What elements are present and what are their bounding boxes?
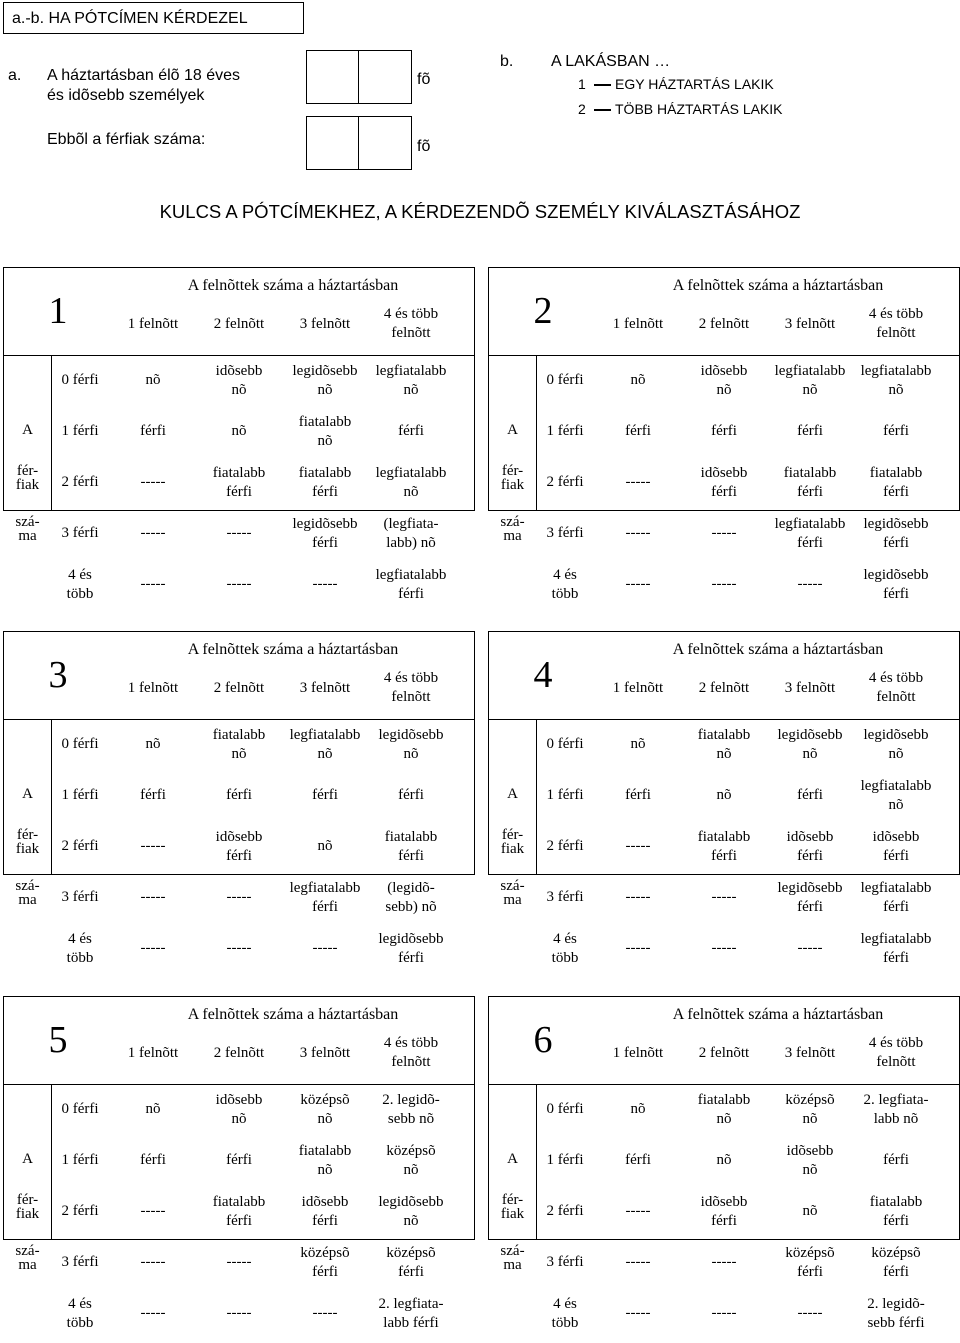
selected-person-cell: férfi [140, 1152, 166, 1168]
adult-count-heading: 1 felnõtt [127, 1045, 179, 1061]
selected-person-cell: legfiatalabb férfi [375, 566, 447, 602]
men-count-row-label: 4 és több [66, 566, 94, 602]
selected-person-cell: ----- [711, 525, 737, 541]
men-count-row-label: 1 férfi [546, 423, 584, 439]
adult-count-heading: 4 és több felnõtt [868, 306, 924, 341]
adult-count-heading: 4 és több felnõtt [383, 670, 439, 705]
key-table-4 [488, 631, 960, 966]
header-divider [4, 1084, 474, 1085]
selected-person-cell: 2. legfiata- labb férfi [378, 1295, 444, 1331]
selected-person-cell: ----- [711, 1305, 737, 1321]
men-count-row-label: 1 férfi [61, 423, 99, 439]
adults-unit: fõ [417, 71, 431, 88]
men-count-row-label: 1 férfi [546, 1152, 584, 1168]
key-table-3 [3, 631, 475, 966]
men-count-row-label: 2 férfi [61, 838, 99, 854]
selected-person-cell: férfi [398, 787, 424, 803]
side-label: fér- [16, 827, 39, 843]
selected-person-cell: legidõsebb nõ [863, 726, 929, 762]
selected-person-cell: férfi [797, 787, 823, 803]
selected-person-cell: idõsebb férfi [215, 828, 263, 864]
option-2-text: TÖBB HÁZTARTÁS LAKIK [615, 101, 783, 117]
key-number: 1 [48, 290, 68, 332]
household-adults-title: A felnõttek száma a háztartásban [672, 641, 884, 658]
side-label: ma [503, 1257, 522, 1273]
adult-count-heading: 4 és több felnõtt [868, 670, 924, 705]
selected-person-cell: fiatalabb férfi [697, 828, 751, 864]
selected-person-cell: ----- [711, 576, 737, 592]
adult-count-heading: 3 felnõtt [784, 1045, 836, 1061]
selected-person-cell: legfiatalabb nõ [860, 362, 932, 398]
key-title: KULCS A PÓTCÍMEKHEZ, A KÉRDEZENDÕ SZEMÉLY KIVÁLASZTÁSÁHOZ [159, 201, 801, 222]
selected-person-cell: fiatalabb férfi [869, 464, 923, 500]
men-count-row-label: 1 férfi [546, 787, 584, 803]
adults-count-digit-2[interactable] [359, 51, 411, 103]
selected-person-cell: férfi [625, 787, 651, 803]
men-count-row-label: 3 férfi [61, 525, 99, 541]
selected-person-cell: fiatalabb nõ [697, 726, 751, 762]
selected-person-cell: ----- [797, 940, 823, 956]
selected-person-cell: ----- [312, 940, 338, 956]
men-count-row-label: 2 férfi [61, 1203, 99, 1219]
selected-person-cell: ----- [625, 1254, 651, 1270]
selected-person-cell: középsõ nõ [785, 1091, 835, 1127]
side-label: szá- [500, 514, 525, 530]
adult-count-heading: 3 felnõtt [299, 316, 351, 332]
selected-person-cell: ----- [140, 1203, 166, 1219]
selected-person-cell: fiatalabb férfi [783, 464, 837, 500]
selected-person-cell: legfiatalabb férfi [860, 930, 932, 966]
selected-person-cell: középsõ nõ [300, 1091, 350, 1127]
selected-person-cell: nõ [802, 1203, 818, 1219]
household-adults-title: A felnõttek száma a háztartásban [672, 1006, 884, 1023]
selected-person-cell: férfi [797, 423, 823, 439]
side-label: A [22, 422, 33, 438]
men-count-row-label: 3 férfi [546, 525, 584, 541]
selected-person-cell: idõsebb nõ [786, 1142, 834, 1178]
side-label: fér- [501, 827, 524, 843]
selected-person-cell: legfiatalabb férfi [289, 879, 361, 915]
side-label: A [507, 422, 518, 438]
selected-person-cell: fiatalabb férfi [384, 828, 438, 864]
option-1-dash [594, 84, 611, 86]
selected-person-cell: idõsebb férfi [786, 828, 834, 864]
men-count-row-label: 4 és több [551, 1295, 579, 1331]
adult-count-heading: 1 felnõtt [612, 680, 664, 696]
adult-count-heading: 2 felnõtt [698, 316, 750, 332]
selected-person-cell: ----- [625, 940, 651, 956]
side-label: ma [503, 892, 522, 908]
men-count-row-label: 3 férfi [61, 1254, 99, 1270]
selected-person-cell: nõ [716, 787, 732, 803]
selected-person-cell: legfiatalabb nõ [774, 362, 846, 398]
adult-count-heading: 2 felnõtt [213, 316, 265, 332]
selected-person-cell: idõsebb férfi [700, 464, 748, 500]
selected-person-cell: középsõ férfi [386, 1244, 436, 1280]
selected-person-cell: ----- [797, 1305, 823, 1321]
selected-person-cell: fiatalabb nõ [298, 1142, 352, 1178]
selected-person-cell: legidõsebb férfi [863, 566, 929, 602]
side-label: fér- [501, 1192, 524, 1208]
men-count-row-label: 3 férfi [61, 889, 99, 905]
selected-person-cell: fiatalabb férfi [869, 1193, 923, 1229]
men-count-row-label: 0 férfi [61, 1101, 99, 1117]
selected-person-cell: ----- [797, 576, 823, 592]
men-count-row-label: 1 férfi [61, 1152, 99, 1168]
adult-count-heading: 1 felnõtt [127, 316, 179, 332]
men-count-row-label: 0 férfi [546, 372, 584, 388]
selected-person-cell: ----- [226, 889, 252, 905]
selected-person-cell: férfi [312, 787, 338, 803]
selected-person-cell: legidõsebb nõ [378, 1193, 444, 1229]
selected-person-cell: ----- [140, 1305, 166, 1321]
men-count-row-label: 2 férfi [546, 838, 584, 854]
side-label: fér- [501, 463, 524, 479]
selected-person-cell: ----- [312, 576, 338, 592]
side-label: A [22, 1151, 33, 1167]
selected-person-cell: legidõsebb férfi [777, 879, 843, 915]
side-label: szá- [15, 514, 40, 530]
selected-person-cell: férfi [883, 423, 909, 439]
selected-person-cell: férfi [625, 1152, 651, 1168]
side-label: fiak [15, 1206, 40, 1222]
selected-person-cell: ----- [312, 1305, 338, 1321]
men-unit: fõ [417, 138, 431, 155]
key-table-2 [488, 267, 960, 602]
selected-person-cell: nõ [145, 1101, 161, 1117]
selected-person-cell: idõsebb férfi [872, 828, 920, 864]
selected-person-cell: ----- [140, 838, 166, 854]
selected-person-cell: középsõ férfi [871, 1244, 921, 1280]
selected-person-cell: idõsebb nõ [215, 362, 263, 398]
option-1-text: EGY HÁZTARTÁS LAKIK [615, 76, 774, 92]
household-adults-title: A felnõttek száma a háztartásban [187, 277, 399, 294]
header-divider [4, 719, 474, 720]
selected-person-cell: legidõsebb férfi [863, 515, 929, 551]
men-count-digit-2[interactable] [359, 117, 411, 169]
men-count-digit-1[interactable] [307, 117, 359, 169]
selected-person-cell: legfiatalabb férfi [774, 515, 846, 551]
header-divider [489, 355, 959, 356]
selected-person-cell: idõsebb nõ [215, 1091, 263, 1127]
selected-person-cell: ----- [140, 1254, 166, 1270]
question-a-line2: és idõsebb személyek [47, 87, 205, 104]
selected-person-cell: férfi [226, 787, 252, 803]
side-label: szá- [15, 1243, 40, 1259]
question-a-marker: a. [8, 67, 22, 84]
selected-person-cell: 2. legfiata- labb nõ [863, 1091, 929, 1127]
adult-count-heading: 2 felnõtt [213, 1045, 265, 1061]
men-count-row-label: 3 férfi [546, 889, 584, 905]
selected-person-cell: ----- [226, 525, 252, 541]
men-count-row-label: 1 férfi [61, 787, 99, 803]
selected-person-cell: ----- [226, 576, 252, 592]
adult-count-heading: 4 és több felnõtt [383, 1035, 439, 1070]
option-1-number: 1 [578, 76, 586, 92]
selected-person-cell: ----- [140, 889, 166, 905]
selected-person-cell: ----- [625, 889, 651, 905]
selected-person-cell: férfi [711, 423, 737, 439]
adult-count-heading: 3 felnõtt [299, 680, 351, 696]
side-label: fiak [500, 477, 525, 493]
men-count-row-label: 4 és több [66, 930, 94, 966]
selected-person-cell: ----- [711, 889, 737, 905]
question-a-line1: A háztartásban élõ 18 éves [47, 67, 241, 84]
men-count-row-label: 4 és több [66, 1295, 94, 1331]
selected-person-cell: legidõsebb nõ [378, 726, 444, 762]
selected-person-cell: idõsebb férfi [301, 1193, 349, 1229]
side-label: szá- [500, 1243, 525, 1259]
key-table-1 [3, 267, 475, 602]
men-count-row-label: 0 férfi [61, 372, 99, 388]
side-label: fiak [500, 841, 525, 857]
side-label: fiak [15, 477, 40, 493]
side-label: A [22, 786, 33, 802]
question-b-title: A LAKÁSBAN … [551, 53, 671, 70]
key-number: 4 [533, 654, 553, 696]
household-adults-title: A felnõttek száma a háztartásban [187, 641, 399, 658]
selected-person-cell: ----- [226, 1305, 252, 1321]
selected-person-cell: ----- [140, 940, 166, 956]
adult-count-heading: 2 felnõtt [698, 680, 750, 696]
selected-person-cell: férfi [140, 423, 166, 439]
selected-person-cell: legfiatalabb nõ [375, 464, 447, 500]
selected-person-cell: fiatalabb nõ [697, 1091, 751, 1127]
side-label: ma [18, 1257, 37, 1273]
selected-person-cell: fiatalabb férfi [212, 464, 266, 500]
selected-person-cell: nõ [145, 736, 161, 752]
selected-person-cell: legidõsebb nõ [292, 362, 358, 398]
men-count-row-label: 0 férfi [546, 1101, 584, 1117]
selected-person-cell: nõ [630, 736, 646, 752]
selected-person-cell: középsõ nõ [386, 1142, 436, 1178]
selected-person-cell: ----- [625, 474, 651, 490]
selected-person-cell: (legfiata- labb) nõ [383, 515, 439, 551]
key-number: 5 [48, 1019, 68, 1061]
adult-count-heading: 1 felnõtt [612, 1045, 664, 1061]
selected-person-cell: nõ [145, 372, 161, 388]
selected-person-cell: legidõsebb férfi [378, 930, 444, 966]
selected-person-cell: ----- [625, 525, 651, 541]
adult-count-heading: 1 felnõtt [127, 680, 179, 696]
question-b-marker: b. [500, 53, 514, 70]
selected-person-cell: ----- [625, 1305, 651, 1321]
selected-person-cell: ----- [711, 940, 737, 956]
key-table-6 [488, 996, 960, 1331]
household-adults-title: A felnõttek száma a háztartásban [187, 1006, 399, 1023]
selected-person-cell: 2. legidõ- sebb nõ [382, 1091, 440, 1127]
selected-person-cell: ----- [625, 576, 651, 592]
selected-person-cell: férfi [226, 1152, 252, 1168]
selected-person-cell: férfi [140, 787, 166, 803]
selected-person-cell: középsõ férfi [785, 1244, 835, 1280]
selected-person-cell: (legidõ- sebb) nõ [385, 879, 437, 915]
household-adults-title: A felnõttek száma a háztartásban [672, 277, 884, 294]
adult-count-heading: 2 felnõtt [213, 680, 265, 696]
men-count-row-label: 0 férfi [546, 736, 584, 752]
selected-person-cell: legidõsebb férfi [292, 515, 358, 551]
key-number: 6 [533, 1019, 553, 1061]
selected-person-cell: 2. legidõ- sebb férfi [867, 1295, 925, 1331]
side-label: fér- [16, 463, 39, 479]
selected-person-cell: legfiatalabb nõ [375, 362, 447, 398]
selected-person-cell: idõsebb férfi [700, 1193, 748, 1229]
selected-person-cell: nõ [716, 1152, 732, 1168]
selected-person-cell: férfi [398, 423, 424, 439]
adult-count-heading: 3 felnõtt [784, 680, 836, 696]
adults-count-digit-1[interactable] [307, 51, 359, 103]
selected-person-cell: nõ [231, 423, 247, 439]
selected-person-cell: nõ [317, 838, 333, 854]
men-count-row-label: 4 és több [551, 930, 579, 966]
selected-person-cell: fiatalabb nõ [212, 726, 266, 762]
selected-person-cell: ----- [140, 525, 166, 541]
men-count-row-label: 4 és több [551, 566, 579, 602]
selected-person-cell: férfi [883, 1152, 909, 1168]
option-2-dash [594, 109, 611, 111]
adult-count-heading: 1 felnõtt [612, 316, 664, 332]
side-label: ma [503, 528, 522, 544]
key-table-5 [3, 996, 475, 1331]
side-label: fér- [16, 1192, 39, 1208]
side-label: ma [18, 528, 37, 544]
adult-count-heading: 4 és több felnõtt [868, 1035, 924, 1070]
side-label: ma [18, 892, 37, 908]
men-count-label: Ebbõl a férfiak száma: [47, 131, 206, 148]
selected-person-cell: férfi [625, 423, 651, 439]
men-count-row-label: 3 férfi [546, 1254, 584, 1270]
selected-person-cell: fiatalabb férfi [212, 1193, 266, 1229]
header-divider [489, 719, 959, 720]
selected-person-cell: középsõ férfi [300, 1244, 350, 1280]
men-count-field[interactable] [306, 116, 412, 170]
selected-person-cell: legfiatalabb férfi [860, 879, 932, 915]
selected-person-cell: ----- [226, 1254, 252, 1270]
key-number: 2 [533, 290, 553, 332]
key-number: 3 [48, 654, 68, 696]
selected-person-cell: ----- [625, 1203, 651, 1219]
selected-person-cell: ----- [625, 838, 651, 854]
men-count-row-label: 2 férfi [546, 1203, 584, 1219]
side-label: A [507, 1151, 518, 1167]
selected-person-cell: idõsebb nõ [700, 362, 748, 398]
selected-person-cell: ----- [711, 1254, 737, 1270]
option-2-number: 2 [578, 101, 586, 117]
men-count-row-label: 0 férfi [61, 736, 99, 752]
selected-person-cell: legfiatalabb nõ [289, 726, 361, 762]
selected-person-cell: ----- [140, 474, 166, 490]
header-box-title: a.-b. HA PÓTCÍMEN KÉRDEZEL [12, 10, 248, 27]
side-label: fiak [500, 1206, 525, 1222]
selected-person-cell: legfiatalabb nõ [860, 777, 932, 813]
side-label: szá- [15, 878, 40, 894]
selected-person-cell: legidõsebb nõ [777, 726, 843, 762]
selected-person-cell: nõ [630, 372, 646, 388]
adults-count-field[interactable] [306, 50, 412, 104]
selected-person-cell: fiatalabb férfi [298, 464, 352, 500]
men-count-row-label: 2 férfi [61, 474, 99, 490]
selected-person-cell: ----- [140, 576, 166, 592]
header-box [3, 2, 304, 34]
selected-person-cell: nõ [630, 1101, 646, 1117]
adult-count-heading: 4 és több felnõtt [383, 306, 439, 341]
selected-person-cell: fiatalabb nõ [298, 413, 352, 449]
header-divider [489, 1084, 959, 1085]
side-label: A [507, 786, 518, 802]
adult-count-heading: 3 felnõtt [299, 1045, 351, 1061]
side-label: fiak [15, 841, 40, 857]
header-divider [4, 355, 474, 356]
selected-person-cell: ----- [226, 940, 252, 956]
adult-count-heading: 2 felnõtt [698, 1045, 750, 1061]
men-count-row-label: 2 férfi [546, 474, 584, 490]
adult-count-heading: 3 felnõtt [784, 316, 836, 332]
side-label: szá- [500, 878, 525, 894]
